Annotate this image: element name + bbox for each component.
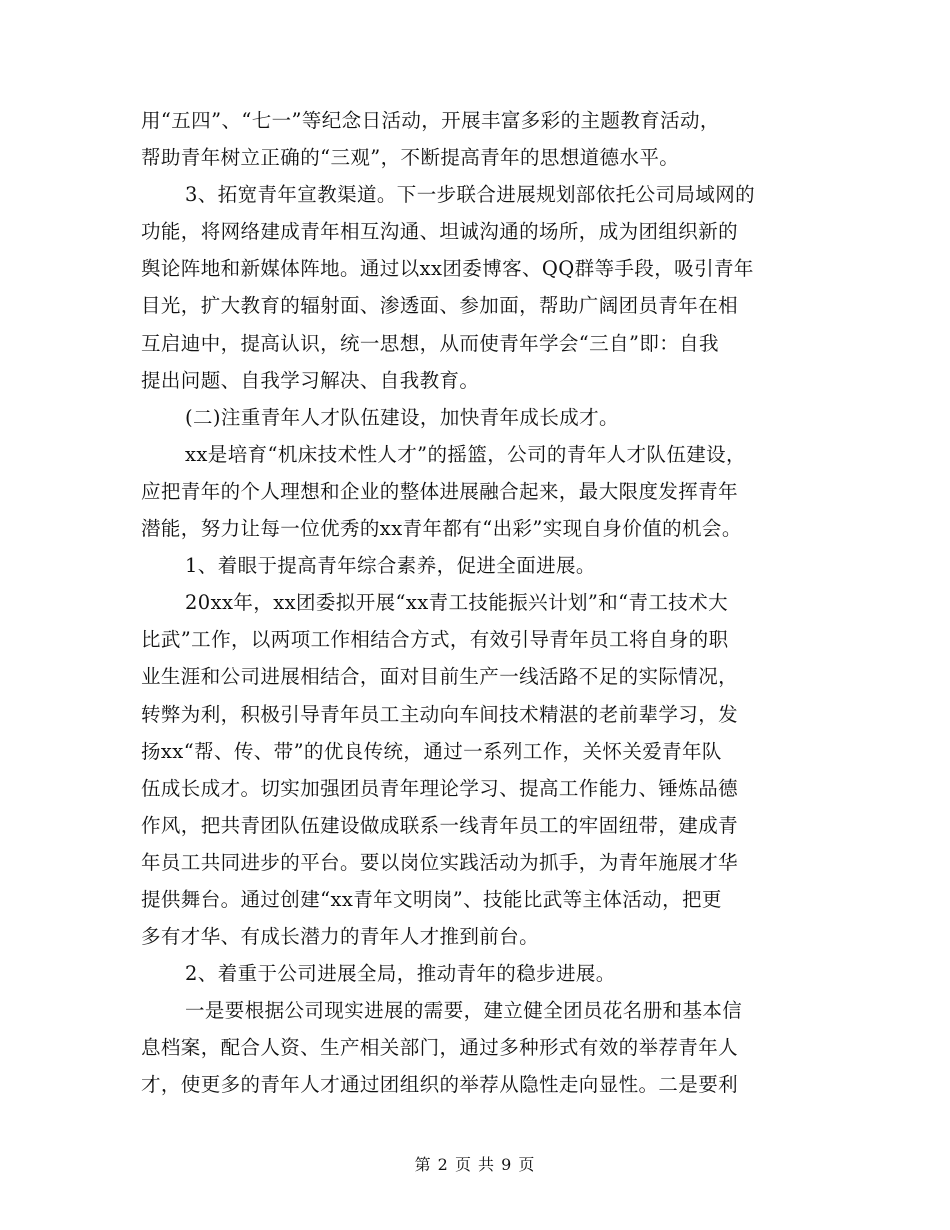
page-footer: 第 2 页 共 9 页 xyxy=(414,1155,536,1174)
text-line: 扬xx“帮、传、带”的优良传统，通过一系列工作，关怀关爱青年队 xyxy=(141,739,722,763)
text-line: 用“五四”、“七一”等纪念日活动，开展丰富多彩的主题教育活动， xyxy=(141,109,720,132)
text-line: 目光，扩大教育的辐射面、渗透面、参加面，帮助广阔团员青年在相 xyxy=(141,294,739,318)
paragraph-start: xx是培育“机床技术性人才”的摇篮，公司的青年人才队伍建设， xyxy=(185,442,746,466)
subsection-heading: 2、着重于公司进展全局，推动青年的稳步进展。 xyxy=(185,962,616,986)
text-line: 转弊为利，积极引导青年员工主动向车间技术精湛的老前辈学习，发 xyxy=(141,702,739,726)
subsection-heading: 1、着眼于提高青年综合素养，促进全面进展。 xyxy=(185,554,596,578)
text-line: 潜能，努力让每一位优秀的xx青年都有“出彩”实现自身价值的机会。 xyxy=(141,517,742,541)
text-line: 比武”工作，以两项工作相结合方式，有效引导青年员工将自身的职 xyxy=(141,628,729,652)
section-heading: (二)注重青年人才队伍建设，加快青年成长成才。 xyxy=(185,405,619,429)
text-line: 互启迪中，提高认识，统一思想，从而使青年学会“三自”即：自我 xyxy=(141,331,719,355)
text-line: 提供舞台。通过创建“xx青年文明岗”、技能比武等主体活动，把更 xyxy=(141,887,722,911)
text-line: 作风，把共青团队伍建设做成联系一线青年员工的牢固纽带，建成青 xyxy=(141,813,739,837)
text-line: 业生涯和公司进展相结合，面对目前生产一线活路不足的实际情况， xyxy=(141,665,739,689)
document-body xyxy=(141,102,821,1104)
text-line: 年员工共同进步的平台。要以岗位实践活动为抓手，为青年施展才华 xyxy=(141,850,739,874)
paragraph-start: 一是要根据公司现实进展的需要，建立健全团员花名册和基本信 xyxy=(185,999,743,1023)
text-line: 息档案，配合人资、生产相关部门，通过多种形式有效的举荐青年人 xyxy=(141,1036,739,1060)
text-line: 功能，将网络建成青年相互沟通、坦诚沟通的场所，成为团组织新的 xyxy=(141,220,739,244)
text-line: 提出问题、自我学习解决、自我教育。 xyxy=(141,368,480,392)
text-line: 帮助青年树立正确的“三观”，不断提高青年的思想道德水平。 xyxy=(141,146,680,170)
paragraph-start: 3、拓宽青年宣教渠道。下一步联合进展规划部依托公司局域网的 xyxy=(185,183,756,207)
text-line: 才，使更多的青年人才通过团组织的举荐从隐性走向显性。二是要利 xyxy=(141,1073,739,1097)
text-line: 应把青年的个人理想和企业的整体进展融合起来，最大限度发挥青年 xyxy=(141,479,739,503)
text-line: 多有才华、有成长潜力的青年人才推到前台。 xyxy=(141,925,540,949)
paragraph-start: 20xx年，xx团委拟开展“xx青工技能振兴计划”和“青工技术大 xyxy=(185,591,729,615)
text-line: 舆论阵地和新媒体阵地。通过以xx团委博客、QQ群等手段，吸引青年 xyxy=(141,257,754,281)
text-line: 伍成长成才。切实加强团员青年理论学习、提高工作能力、锤炼品德 xyxy=(141,776,739,800)
